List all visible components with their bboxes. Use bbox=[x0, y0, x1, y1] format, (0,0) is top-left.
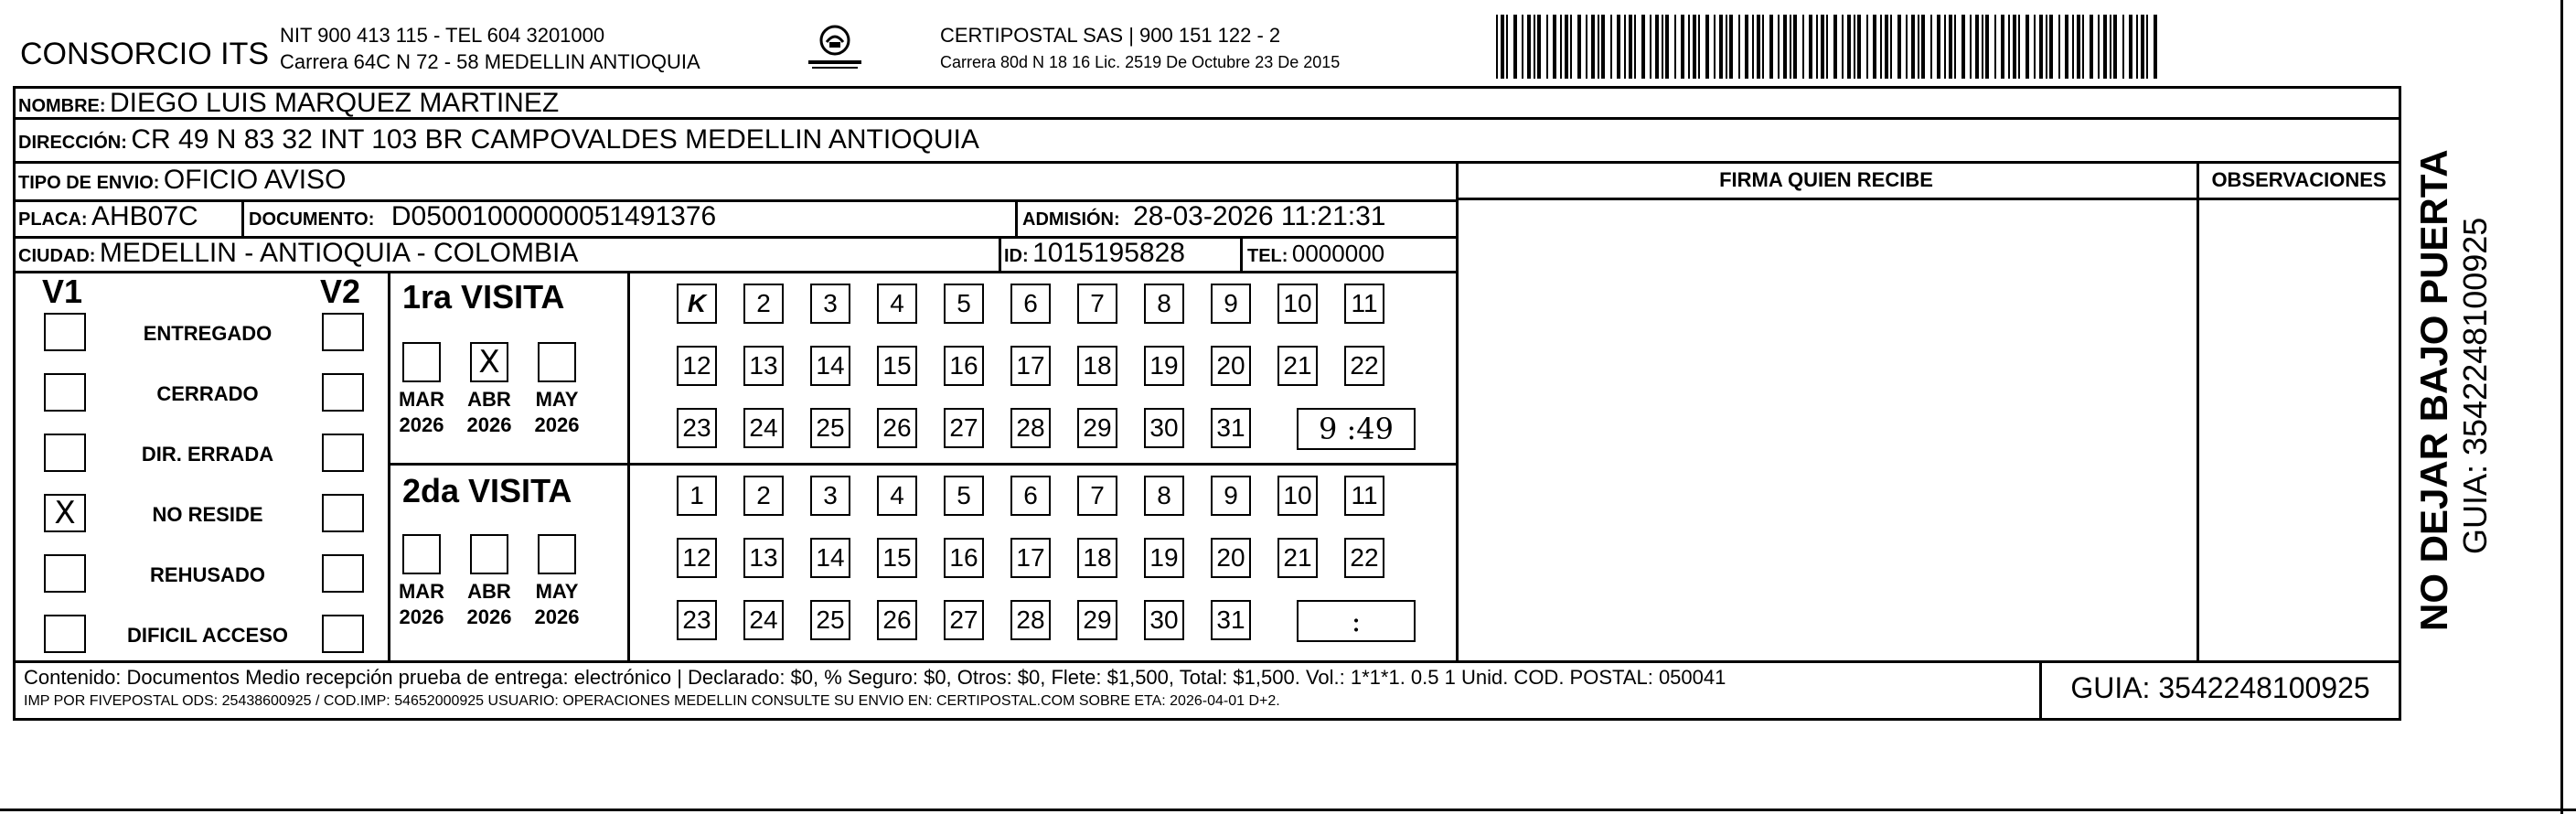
month-name: MAY bbox=[535, 580, 579, 603]
day-box[interactable]: 7 bbox=[1077, 476, 1117, 516]
ciudad-label: CIUDAD: bbox=[18, 246, 96, 266]
day-box[interactable]: 9 bbox=[1211, 284, 1251, 324]
month-checkbox[interactable] bbox=[402, 342, 441, 382]
tipo-envio-row bbox=[18, 165, 346, 196]
v2-checkbox[interactable] bbox=[322, 434, 364, 472]
day-box[interactable]: 22 bbox=[1344, 538, 1384, 578]
documento-value: D05001000000051491376 bbox=[390, 201, 717, 231]
v1-checkbox[interactable] bbox=[44, 313, 86, 351]
footer-imp-line: IMP POR FIVEPOSTAL ODS: 25438600925 / COD.IMP: 54652000925 USUARIO: OPERACIONES MEDELLIN CONSULTE SU ENVIO EN: CERTIPOSTAL.COM SOBRE ETA: 2026-04-01 D+2. bbox=[24, 693, 1280, 709]
day-box[interactable]: 27 bbox=[944, 408, 984, 448]
day-box[interactable]: 22 bbox=[1344, 346, 1384, 386]
day-box[interactable]: 4 bbox=[877, 284, 917, 324]
direccion-value: CR 49 N 83 32 INT 103 BR CAMPOVALDES MEDELLIN ANTIOQUIA bbox=[131, 124, 979, 155]
direccion-row bbox=[18, 124, 979, 155]
tel-cell bbox=[1247, 240, 1384, 268]
day-box[interactable]: 21 bbox=[1277, 538, 1318, 578]
month-name: MAR bbox=[398, 580, 445, 603]
day-box[interactable]: 12 bbox=[677, 538, 717, 578]
v2-header: V2 bbox=[320, 273, 361, 310]
day-box[interactable]: 31 bbox=[1211, 408, 1251, 448]
day-box[interactable]: 28 bbox=[1010, 600, 1051, 640]
tipo-envio-value: OFICIO AVISO bbox=[163, 165, 347, 195]
no-dejar-bajo-puerta: NO DEJAR BAJO PUERTA bbox=[2412, 149, 2455, 631]
month-name: MAR bbox=[398, 388, 445, 411]
day-box[interactable]: 28 bbox=[1010, 408, 1051, 448]
day-box[interactable]: K bbox=[677, 284, 717, 324]
signature-area[interactable] bbox=[1459, 201, 2193, 657]
day-box[interactable]: 12 bbox=[677, 346, 717, 386]
visit-time-box[interactable]: : bbox=[1297, 600, 1416, 642]
company-nit-tel: NIT 900 413 115 - TEL 604 3201000 bbox=[280, 24, 605, 47]
barcode bbox=[1496, 15, 2164, 79]
day-box[interactable]: 3 bbox=[810, 476, 850, 516]
month-year: 2026 bbox=[466, 413, 512, 436]
carrier-name: CERTIPOSTAL SAS | 900 151 122 - 2 bbox=[940, 24, 1281, 47]
day-box[interactable]: 24 bbox=[743, 600, 784, 640]
day-box[interactable]: 13 bbox=[743, 346, 784, 386]
v1-checkbox[interactable] bbox=[44, 373, 86, 412]
placa-label: PLACA: bbox=[18, 209, 88, 230]
v2-checkbox[interactable] bbox=[322, 313, 364, 351]
company-address: Carrera 64C N 72 - 58 MEDELLIN ANTIOQUIA bbox=[280, 50, 700, 73]
day-box[interactable]: 29 bbox=[1077, 600, 1117, 640]
side-guia: GUIA: 3542248100925 bbox=[2456, 217, 2494, 554]
nombre-row bbox=[18, 88, 559, 119]
v1-header: V1 bbox=[42, 273, 83, 310]
day-box[interactable]: 8 bbox=[1144, 476, 1184, 516]
admision-cell bbox=[1022, 201, 1385, 232]
firma-header: FIRMA QUIEN RECIBE bbox=[1719, 168, 1933, 191]
day-box[interactable]: 29 bbox=[1077, 408, 1117, 448]
status-label: REHUSADO bbox=[150, 563, 265, 586]
day-box[interactable]: 13 bbox=[743, 538, 784, 578]
day-box[interactable]: 26 bbox=[877, 600, 917, 640]
day-box[interactable]: 10 bbox=[1277, 284, 1318, 324]
day-box[interactable]: 6 bbox=[1010, 284, 1051, 324]
day-box[interactable]: 6 bbox=[1010, 476, 1051, 516]
day-box[interactable]: 26 bbox=[877, 408, 917, 448]
month-checkbox[interactable] bbox=[470, 534, 508, 574]
nombre-value: DIEGO LUIS MARQUEZ MARTINEZ bbox=[110, 88, 560, 118]
v1-checkbox[interactable] bbox=[44, 434, 86, 472]
day-box[interactable]: 4 bbox=[877, 476, 917, 516]
day-box[interactable]: 17 bbox=[1010, 346, 1051, 386]
day-box[interactable]: 14 bbox=[810, 346, 850, 386]
id-label: ID: bbox=[1004, 246, 1029, 266]
day-box[interactable]: 18 bbox=[1077, 538, 1117, 578]
day-box[interactable]: 5 bbox=[944, 476, 984, 516]
v2-checkbox[interactable] bbox=[322, 554, 364, 593]
day-box[interactable]: 15 bbox=[877, 538, 917, 578]
day-box[interactable]: 27 bbox=[944, 600, 984, 640]
day-box[interactable]: 23 bbox=[677, 600, 717, 640]
v2-checkbox[interactable] bbox=[322, 615, 364, 653]
status-label: DIR. ERRADA bbox=[141, 443, 274, 466]
admision-value: 28-03-2026 11:21:31 bbox=[1133, 201, 1386, 231]
status-label: ENTREGADO bbox=[143, 322, 273, 345]
documento-cell bbox=[249, 201, 716, 232]
day-box[interactable]: 21 bbox=[1277, 346, 1318, 386]
day-box[interactable]: 5 bbox=[944, 284, 984, 324]
day-box[interactable]: 19 bbox=[1144, 538, 1184, 578]
day-box[interactable]: 11 bbox=[1344, 284, 1384, 324]
day-box[interactable]: 2 bbox=[743, 476, 784, 516]
id-value: 1015195828 bbox=[1032, 238, 1185, 268]
month-year: 2026 bbox=[399, 605, 444, 628]
observations-area[interactable] bbox=[2200, 201, 2398, 657]
day-box[interactable]: 19 bbox=[1144, 346, 1184, 386]
ciudad-value: MEDELLIN - ANTIOQUIA - COLOMBIA bbox=[99, 238, 579, 268]
day-box[interactable]: 30 bbox=[1144, 600, 1184, 640]
month-name: ABR bbox=[467, 580, 511, 603]
status-label: NO RESIDE bbox=[152, 503, 263, 526]
tel-label: TEL: bbox=[1247, 246, 1288, 266]
day-box[interactable]: 16 bbox=[944, 538, 984, 578]
v2-checkbox[interactable] bbox=[322, 373, 364, 412]
documento-label: DOCUMENTO: bbox=[249, 209, 375, 230]
v2-checkbox[interactable] bbox=[322, 494, 364, 532]
admision-label: ADMISIÓN: bbox=[1022, 209, 1120, 230]
visit1-title: 1ra VISITA bbox=[402, 278, 565, 316]
day-box[interactable]: 1 bbox=[677, 476, 717, 516]
nombre-label: NOMBRE: bbox=[18, 96, 106, 116]
month-year: 2026 bbox=[466, 605, 512, 628]
day-box[interactable]: 7 bbox=[1077, 284, 1117, 324]
footer-guia: GUIA: 3542248100925 bbox=[2070, 671, 2370, 704]
v1-checkbox[interactable] bbox=[44, 554, 86, 593]
visit-time-box[interactable]: 9 :49 bbox=[1297, 408, 1416, 450]
day-box[interactable]: 20 bbox=[1211, 538, 1251, 578]
day-box[interactable]: 3 bbox=[810, 284, 850, 324]
month-checkbox[interactable] bbox=[402, 534, 441, 574]
day-box[interactable]: 24 bbox=[743, 408, 784, 448]
day-box[interactable]: 9 bbox=[1211, 476, 1251, 516]
day-box[interactable]: 23 bbox=[677, 408, 717, 448]
day-box[interactable]: 31 bbox=[1211, 600, 1251, 640]
day-box[interactable]: 10 bbox=[1277, 476, 1318, 516]
direccion-label: DIRECCIÓN: bbox=[18, 133, 127, 153]
month-year: 2026 bbox=[534, 605, 580, 628]
tipo-envio-label: TIPO DE ENVIO: bbox=[18, 173, 160, 193]
visit2-title: 2da VISITA bbox=[402, 472, 572, 509]
company-name: CONSORCIO ITS bbox=[20, 37, 270, 71]
ciudad-cell bbox=[18, 238, 578, 269]
day-box[interactable]: 16 bbox=[944, 346, 984, 386]
placa-value: AHB07C bbox=[91, 201, 198, 231]
day-box[interactable]: 18 bbox=[1077, 346, 1117, 386]
observaciones-header: OBSERVACIONES bbox=[2211, 168, 2387, 191]
month-name: MAY bbox=[535, 388, 579, 411]
month-checkbox[interactable] bbox=[538, 534, 576, 574]
footer-content-line: Contenido: Documentos Medio recepción prueba de entrega: electrónico | Declarado: $0, % Seguro: $0, Otros: $0, Flete: $1,500, Total: $1,500. Vol.: 1*1*1. 0.5 1 Unid. COD. POSTAL: 050041 bbox=[24, 666, 1726, 689]
v1-checkbox[interactable] bbox=[44, 615, 86, 653]
day-box[interactable]: 17 bbox=[1010, 538, 1051, 578]
day-box[interactable]: 11 bbox=[1344, 476, 1384, 516]
certipostal-logo bbox=[803, 22, 867, 73]
tel-value: 0000000 bbox=[1291, 240, 1385, 267]
month-year: 2026 bbox=[399, 413, 444, 436]
month-year: 2026 bbox=[534, 413, 580, 436]
carrier-address: Carrera 80d N 18 16 Lic. 2519 De Octubre 23 De 2015 bbox=[940, 53, 1341, 71]
status-label: DIFICIL ACCESO bbox=[126, 624, 288, 647]
status-label: CERRADO bbox=[156, 382, 259, 405]
day-box[interactable]: 2 bbox=[743, 284, 784, 324]
placa-cell bbox=[18, 201, 198, 232]
day-box[interactable]: 15 bbox=[877, 346, 917, 386]
day-box[interactable]: 25 bbox=[810, 408, 850, 448]
day-box[interactable]: 8 bbox=[1144, 284, 1184, 324]
day-box[interactable]: 20 bbox=[1211, 346, 1251, 386]
v1-checkbox[interactable]: X bbox=[44, 494, 86, 532]
month-checkbox[interactable]: X bbox=[470, 342, 508, 382]
id-cell bbox=[1004, 238, 1185, 269]
month-name: ABR bbox=[467, 388, 511, 411]
month-checkbox[interactable] bbox=[538, 342, 576, 382]
day-box[interactable]: 30 bbox=[1144, 408, 1184, 448]
day-box[interactable]: 25 bbox=[810, 600, 850, 640]
day-box[interactable]: 14 bbox=[810, 538, 850, 578]
